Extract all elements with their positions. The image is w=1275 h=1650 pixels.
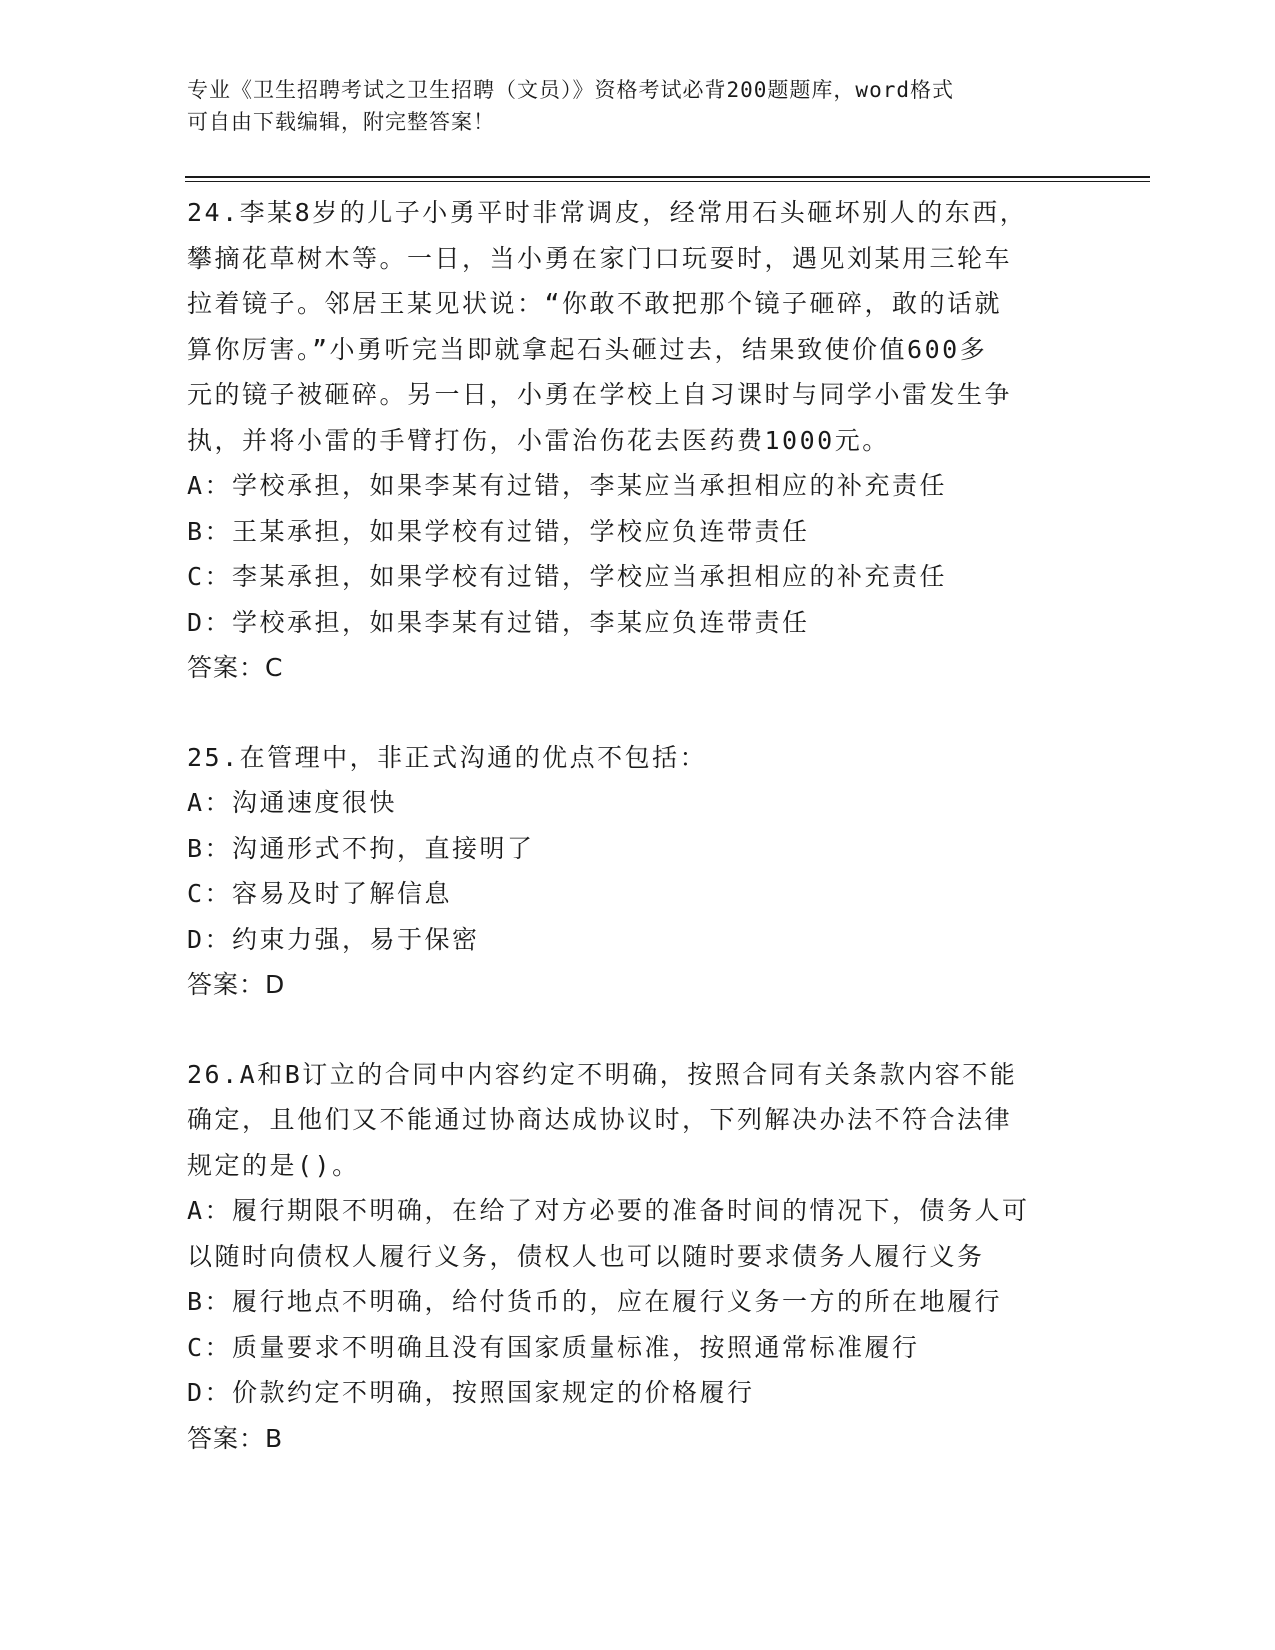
question-stem-line: 拉着镜子。邻居王某见状说：“你敢不敢把那个镜子砸碎，敢的话就 <box>187 289 1003 318</box>
option-c: C：李某承担，如果学校有过错，学校应当承担相应的补充责任 <box>187 562 948 591</box>
option-d: D：约束力强，易于保密 <box>187 924 480 954</box>
question-stem-line: 确定，且他们又不能通过协商达成协议时，下列解决办法不符合法律 <box>187 1105 1013 1134</box>
page-header <box>187 74 1087 138</box>
option-a: A：履行期限不明确，在给了对方必要的准备时间的情况下，债务人可 <box>187 1196 1030 1225</box>
question-stem-line: 元的镜子被砸碎。另一日，小勇在学校上自习课时与同学小雷发生争 <box>187 380 1013 409</box>
option-c: C：质量要求不明确且没有国家质量标准，按照通常标准履行 <box>187 1332 920 1362</box>
option-a-continued: 以随时向债权人履行义务，债权人也可以随时要求债务人履行义务 <box>187 1241 985 1271</box>
question-24 <box>187 190 1087 691</box>
option-b: B：履行地点不明确，给付货币的，应在履行义务一方的所在地履行 <box>187 1287 1003 1316</box>
question-stem-line: 算你厉害。”小勇听完当即就拿起石头砸过去，结果致使价值600多 <box>187 334 988 364</box>
question-25 <box>187 735 1087 1008</box>
question-spacer <box>187 1008 1087 1052</box>
header-line-1: 专业《卫生招聘考试之卫生招聘（文员）》资格考试必背200题题库，word格式 <box>187 78 954 102</box>
question-stem-line: 攀摘花草树木等。一日，当小勇在家门口玩耍时，遇见刘某用三轮车 <box>187 243 1013 273</box>
question-spacer <box>187 691 1087 735</box>
option-a: A：学校承担，如果李某有过错，李某应当承担相应的补充责任 <box>187 471 948 500</box>
question-list <box>187 190 1087 1461</box>
header-divider-thick <box>185 176 1150 178</box>
header-divider-thin <box>185 181 1150 182</box>
question-stem-line: 24.李某8岁的儿子小勇平时非常调皮，经常用石头砸坏别人的东西， <box>187 198 1028 227</box>
question-stem-line: 25.在管理中，非正式沟通的优点不包括： <box>187 742 708 772</box>
option-b: B：沟通形式不拘，直接明了 <box>187 833 535 863</box>
answer-label: 答案：D <box>187 970 286 999</box>
option-d: D：价款约定不明确，按照国家规定的价格履行 <box>187 1378 755 1407</box>
option-c: C：容易及时了解信息 <box>187 879 453 908</box>
question-stem-line: 执，并将小雷的手臂打伤，小雷治伤花去医药费1000元。 <box>187 425 890 455</box>
option-b: B：王某承担，如果学校有过错，学校应负连带责任 <box>187 516 810 546</box>
question-26 <box>187 1052 1087 1462</box>
question-stem-line: 26.A和B订立的合同中内容约定不明确，按照合同有关条款内容不能 <box>187 1059 1018 1089</box>
question-stem-line: 规定的是()。 <box>187 1150 360 1180</box>
answer-label: 答案：C <box>187 653 284 682</box>
option-a: A：沟通速度很快 <box>187 788 398 817</box>
option-d: D：学校承担，如果李某有过错，李某应负连带责任 <box>187 607 810 637</box>
answer-label: 答案：B <box>187 1423 284 1453</box>
header-line-2: 可自由下载编辑，附完整答案！ <box>187 110 495 134</box>
